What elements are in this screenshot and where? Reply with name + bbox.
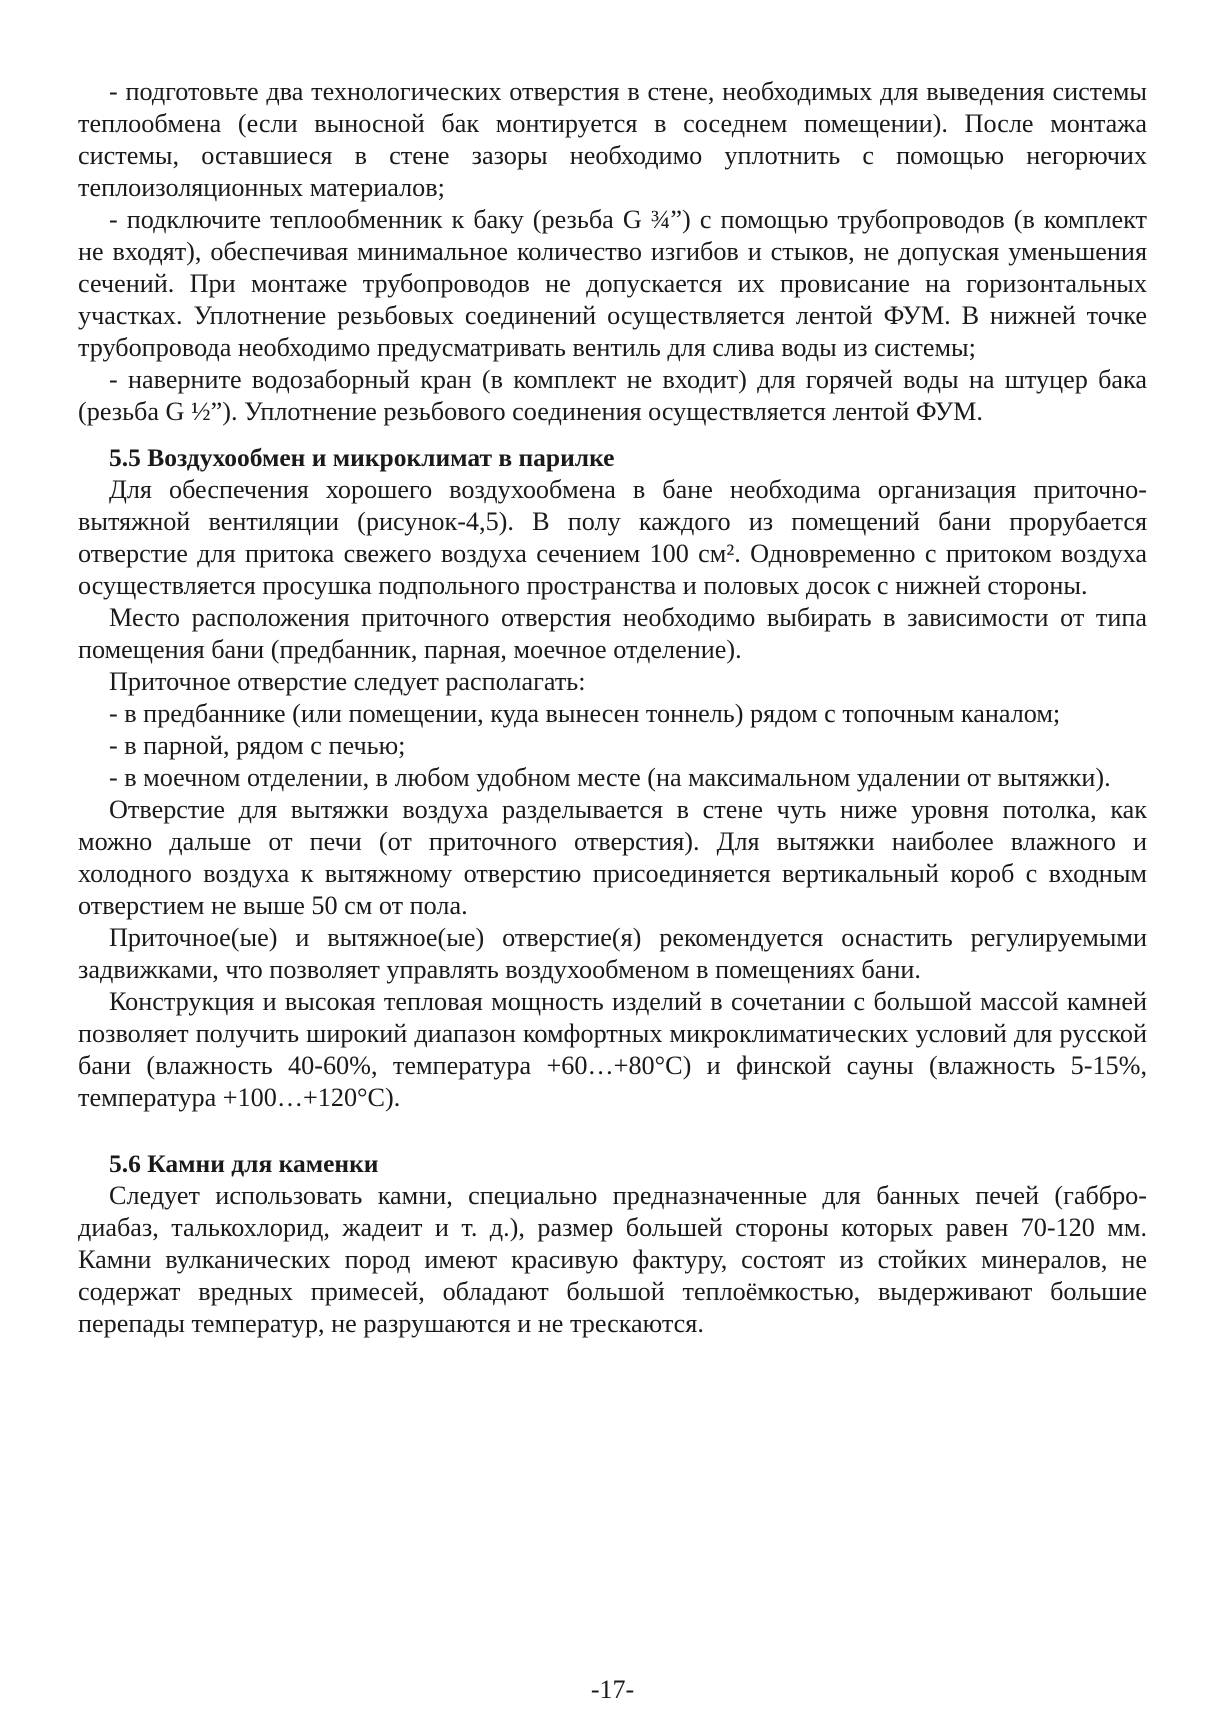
- section-5-5-paragraph-6: - в моечном отделении, в любом удобном месте (на максимальном удалении от вытяжки).: [109, 763, 1111, 792]
- intro-paragraph-2: - подключите теплообменник к баку (резьба G ¾”) с помощью трубопроводов (в комплект не входят), обеспечивая минимальное количество изгибов и стыков, не допуская уменьшения сечений. При монтаже трубопроводов не допускается их провисание на горизонтальных участках. Уплотнение резьбовых соединений осуществляется лентой ФУМ. В нижней точке трубопровода необходимо предусматривать вентиль для слива воды из системы;: [78, 205, 1147, 362]
- section-5-5-paragraph-9: Конструкция и высокая тепловая мощность изделий в сочетании с большой массой камней позволяет получить широкий диапазон комфортных микроклиматических условий для русской бани (влажность 40-60%, температура +60…+80°С) и финской сауны (влажность 5-15%, температура +100…+120°С).: [78, 987, 1147, 1112]
- section-5-5-paragraph-1: Для обеспечения хорошего воздухообмена в бане необходима организация приточно-вытяжной вентиляции (рисунок-4,5). В полу каждого из помещений бани прорубается отверстие для притока свежего воздуха сечением 100 см². Одновременно с притоком воздуха осуществляется просушка подпольного пространства и половых досок с нижней стороны.: [78, 475, 1147, 600]
- section-5-5-paragraph-3: Приточное отверстие следует располагать:: [109, 667, 586, 696]
- page-number: -17-: [590, 1675, 635, 1704]
- intro-paragraph-1: - подготовьте два технологических отверстия в стене, необходимых для выведения системы теплообмена (если выносной бак монтируется в соседнем помещении). После монтажа системы, оставшиеся в стене зазоры необходимо уплотнить с помощью негорючих теплоизоляционных материалов;: [78, 77, 1147, 202]
- section-5-5-title: 5.5 Воздухообмен и микроклимат в парилке: [109, 443, 615, 472]
- section-5-5-paragraph-5: - в парной, рядом с печью;: [109, 731, 406, 760]
- section-5-5-paragraph-4: - в предбаннике (или помещении, куда вынесен тоннель) рядом с топочным каналом;: [109, 699, 1061, 728]
- section-5-5-paragraph-2: Место расположения приточного отверстия необходимо выбирать в зависимости от типа помещения бани (предбанник, парная, моечное отделение).: [78, 603, 1147, 664]
- section-5-5-paragraph-7: Отверстие для вытяжки воздуха разделывается в стене чуть ниже уровня потолка, как можно дальше от печи (от приточного отверстия). Для вытяжки наиболее влажного и холодного воздуха к вытяжному отверстию присоединяется вертикальный короб с входным отверстием не выше 50 см от пола.: [78, 795, 1147, 920]
- intro-paragraph-3: - наверните водозаборный кран (в комплект не входит) для горячей воды на штуцер бака (резьба G ½”). Уплотнение резьбового соединения осуществляется лентой ФУМ.: [78, 365, 1147, 426]
- section-5-6-paragraph-1: Следует использовать камни, специально предназначенные для банных печей (габбро-диабаз, талькохлорид, жадеит и т. д.), размер большей стороны которых равен 70-120 мм. Камни вулканических пород имеют красивую фактуру, состоят из стойких минералов, не содержат вредных примесей, обладают большой теплоёмкостью, выдерживают большие перепады температур, не разрушаются и не трескаются.: [78, 1181, 1147, 1338]
- document-page: [78, 76, 1147, 1340]
- section-5-6-title: 5.6 Камни для каменки: [109, 1149, 379, 1178]
- section-5-5-paragraph-8: Приточное(ые) и вытяжное(ые) отверстие(я) рекомендуется оснастить регулируемыми задвижками, что позволяет управлять воздухообменом в помещениях бани.: [78, 923, 1147, 984]
